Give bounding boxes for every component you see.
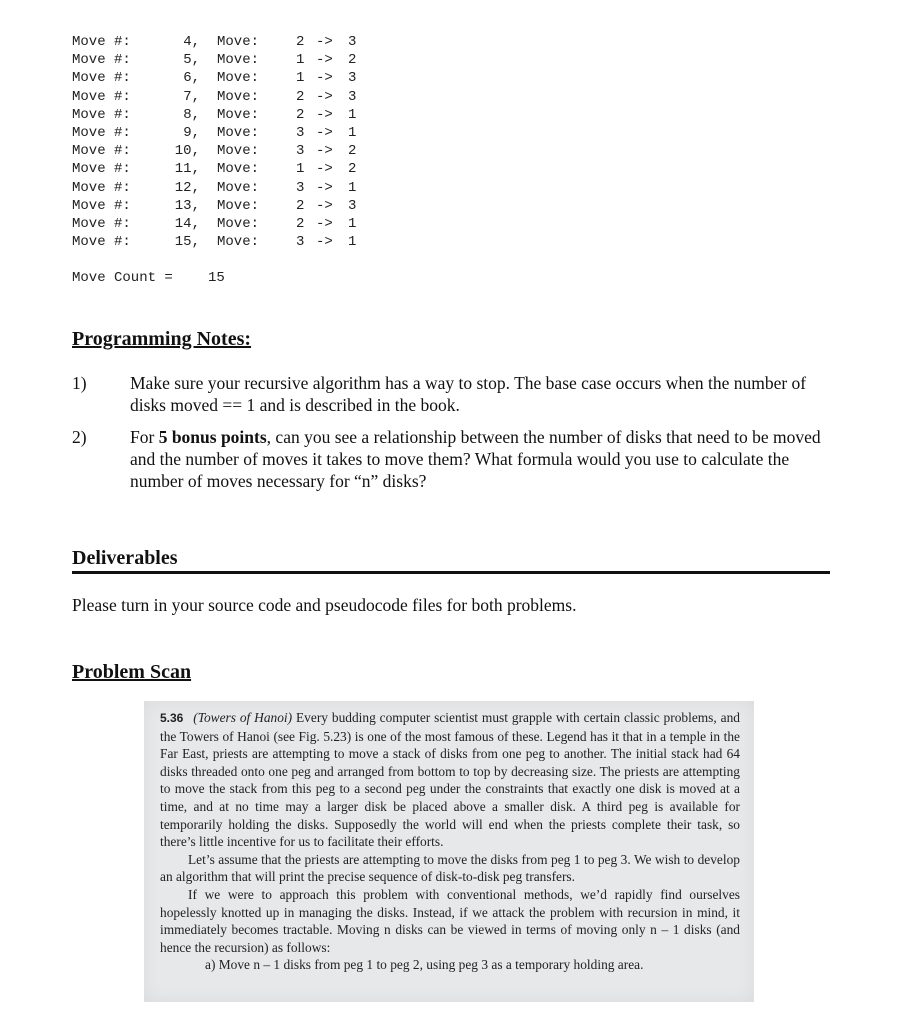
move-arrow: -> xyxy=(316,106,333,123)
move-label: Move: xyxy=(217,52,260,69)
problem-title: (Towers of Hanoi) xyxy=(193,710,293,725)
programming-notes-heading: Programming Notes: xyxy=(72,328,252,350)
move-to-peg: 2 xyxy=(348,52,357,69)
move-arrow: -> xyxy=(316,70,333,87)
move-row xyxy=(72,69,372,87)
move-number-label: Move #: xyxy=(72,143,131,160)
note-item xyxy=(72,426,832,492)
move-number: 9, xyxy=(183,124,200,141)
move-from-peg: 1 xyxy=(296,161,305,178)
move-number: 5, xyxy=(183,52,200,69)
move-to-peg: 3 xyxy=(348,88,357,105)
note-text: Make sure your recursive algorithm has a way to stop. The base case occurs when the number of disks moved == 1 and is described in the book. xyxy=(130,373,807,415)
move-from-peg: 3 xyxy=(296,143,305,160)
programming-notes-list xyxy=(72,372,832,502)
move-number-label: Move #: xyxy=(72,215,131,232)
move-number-label: Move #: xyxy=(72,52,131,69)
move-arrow: -> xyxy=(316,143,333,160)
move-label: Move: xyxy=(217,161,260,178)
move-label: Move: xyxy=(217,179,260,196)
move-arrow: -> xyxy=(316,197,333,214)
note-number: 1) xyxy=(72,373,87,393)
move-from-peg: 2 xyxy=(296,34,305,50)
move-number: 14, xyxy=(174,215,200,232)
move-row xyxy=(72,160,372,178)
move-label: Move: xyxy=(217,70,260,87)
move-number-label: Move #: xyxy=(72,88,131,105)
move-arrow: -> xyxy=(316,161,333,178)
move-arrow: -> xyxy=(316,34,333,50)
move-label: Move: xyxy=(217,143,260,160)
move-label: Move: xyxy=(217,215,260,232)
move-from-peg: 2 xyxy=(296,215,305,232)
move-arrow: -> xyxy=(316,234,333,251)
move-row xyxy=(72,197,372,215)
move-from-peg: 3 xyxy=(296,124,305,141)
move-to-peg: 3 xyxy=(348,34,357,50)
move-count-label: Move Count = xyxy=(72,270,173,286)
move-number: 11, xyxy=(174,161,200,178)
move-number-label: Move #: xyxy=(72,124,131,141)
move-from-peg: 2 xyxy=(296,106,305,123)
move-label: Move: xyxy=(217,106,260,123)
scan-paragraph: Let’s assume that the priests are attempting to move the disks from peg 1 to peg 3. We wish to develop an algorithm that will print the precise sequence of disk-to-disk peg transfers. xyxy=(160,851,740,885)
move-row xyxy=(72,51,372,69)
move-to-peg: 1 xyxy=(348,106,357,123)
move-row xyxy=(72,233,372,251)
move-from-peg: 1 xyxy=(296,52,305,69)
note-item xyxy=(72,372,832,416)
move-to-peg: 1 xyxy=(348,179,357,196)
scan-subitem: a) Move n – 1 disks from peg 1 to peg 2, using peg 3 as a temporary holding area. xyxy=(205,957,644,973)
move-label: Move: xyxy=(217,197,260,214)
move-label: Move: xyxy=(217,234,260,251)
scan-paragraph xyxy=(160,709,740,851)
move-row xyxy=(72,106,372,124)
move-arrow: -> xyxy=(316,179,333,196)
problem-scan-image xyxy=(144,701,754,1002)
move-from-peg: 3 xyxy=(296,234,305,251)
move-row xyxy=(72,215,372,233)
move-row xyxy=(72,142,372,160)
move-to-peg: 2 xyxy=(348,161,357,178)
move-arrow: -> xyxy=(316,88,333,105)
move-to-peg: 1 xyxy=(348,124,357,141)
move-number: 13, xyxy=(174,197,200,214)
move-label: Move: xyxy=(217,34,260,50)
bonus-points-text: 5 bonus points xyxy=(158,427,267,447)
move-number-label: Move #: xyxy=(72,234,131,251)
move-count xyxy=(72,270,225,302)
move-arrow: -> xyxy=(316,52,333,69)
note-text-pre: For xyxy=(130,427,159,447)
move-number: 15, xyxy=(174,234,200,251)
move-number-label: Move #: xyxy=(72,161,131,178)
move-count-value: 15 xyxy=(208,270,225,286)
note-text-post: , can you see a relationship between the number of disks that need to be moved and the number of moves it takes to move them? What formula would you use to calculate the number of moves necessary for “n” disks? xyxy=(130,427,821,491)
move-row xyxy=(72,179,372,197)
problem-number: 5.36 xyxy=(160,711,184,725)
move-to-peg: 3 xyxy=(348,70,357,87)
move-from-peg: 2 xyxy=(296,197,305,214)
problem-scan-heading: Problem Scan xyxy=(72,661,192,683)
scan-text: Every budding computer scientist must grapple with certain classic problems, and the Towers of Hanoi (see Fig. 5.23) is one of the most famous of these. Legend has it that in a temple in the Far East, priests are attempting to move a stack of disks from one peg to another. The initial stack had 64 disks threaded onto one peg and arranged from bottom to top by decreasing size. The priests are attempting to move the stack from this peg to a second peg under the constraints that exactly one disk is moved at a time, and at no time may a larger disk be placed above a smaller disk. A third peg is available for temporarily holding the disks. Supposedly the world will end when the priests complete their task, so there’s little incentive for us to facilitate their efforts. xyxy=(160,710,740,850)
move-label: Move: xyxy=(217,124,260,141)
move-number: 10, xyxy=(174,143,200,160)
move-to-peg: 3 xyxy=(348,197,357,214)
move-list xyxy=(72,33,372,251)
move-number-label: Move #: xyxy=(72,106,131,123)
move-number-label: Move #: xyxy=(72,34,131,50)
move-row xyxy=(72,33,372,51)
move-number: 12, xyxy=(174,179,200,196)
section-divider xyxy=(72,571,830,574)
deliverables-heading: Deliverables xyxy=(72,547,178,569)
move-from-peg: 3 xyxy=(296,179,305,196)
move-row xyxy=(72,124,372,142)
move-number: 8, xyxy=(183,106,200,123)
deliverables-text: Please turn in your source code and pseudocode files for both problems. xyxy=(72,595,577,615)
move-from-peg: 1 xyxy=(296,70,305,87)
move-to-peg: 1 xyxy=(348,234,357,251)
move-number-label: Move #: xyxy=(72,70,131,87)
move-to-peg: 1 xyxy=(348,215,357,232)
move-row xyxy=(72,88,372,106)
move-arrow: -> xyxy=(316,215,333,232)
move-number: 4, xyxy=(183,34,200,50)
note-number: 2) xyxy=(72,427,87,447)
move-number-label: Move #: xyxy=(72,179,131,196)
move-to-peg: 2 xyxy=(348,143,357,160)
move-label: Move: xyxy=(217,88,260,105)
move-number-label: Move #: xyxy=(72,197,131,214)
move-arrow: -> xyxy=(316,124,333,141)
scan-paragraph: If we were to approach this problem with conventional methods, we’d rapidly find ourselves hopelessly knotted up in managing the disks. Instead, if we attack the problem with recursion in mind, it immediately becomes tractable. Moving n disks can be viewed in terms of moving only n – 1 disks (and hence the recursion) as follows: xyxy=(160,886,740,955)
move-from-peg: 2 xyxy=(296,88,305,105)
move-number: 6, xyxy=(183,70,200,87)
move-number: 7, xyxy=(183,88,200,105)
